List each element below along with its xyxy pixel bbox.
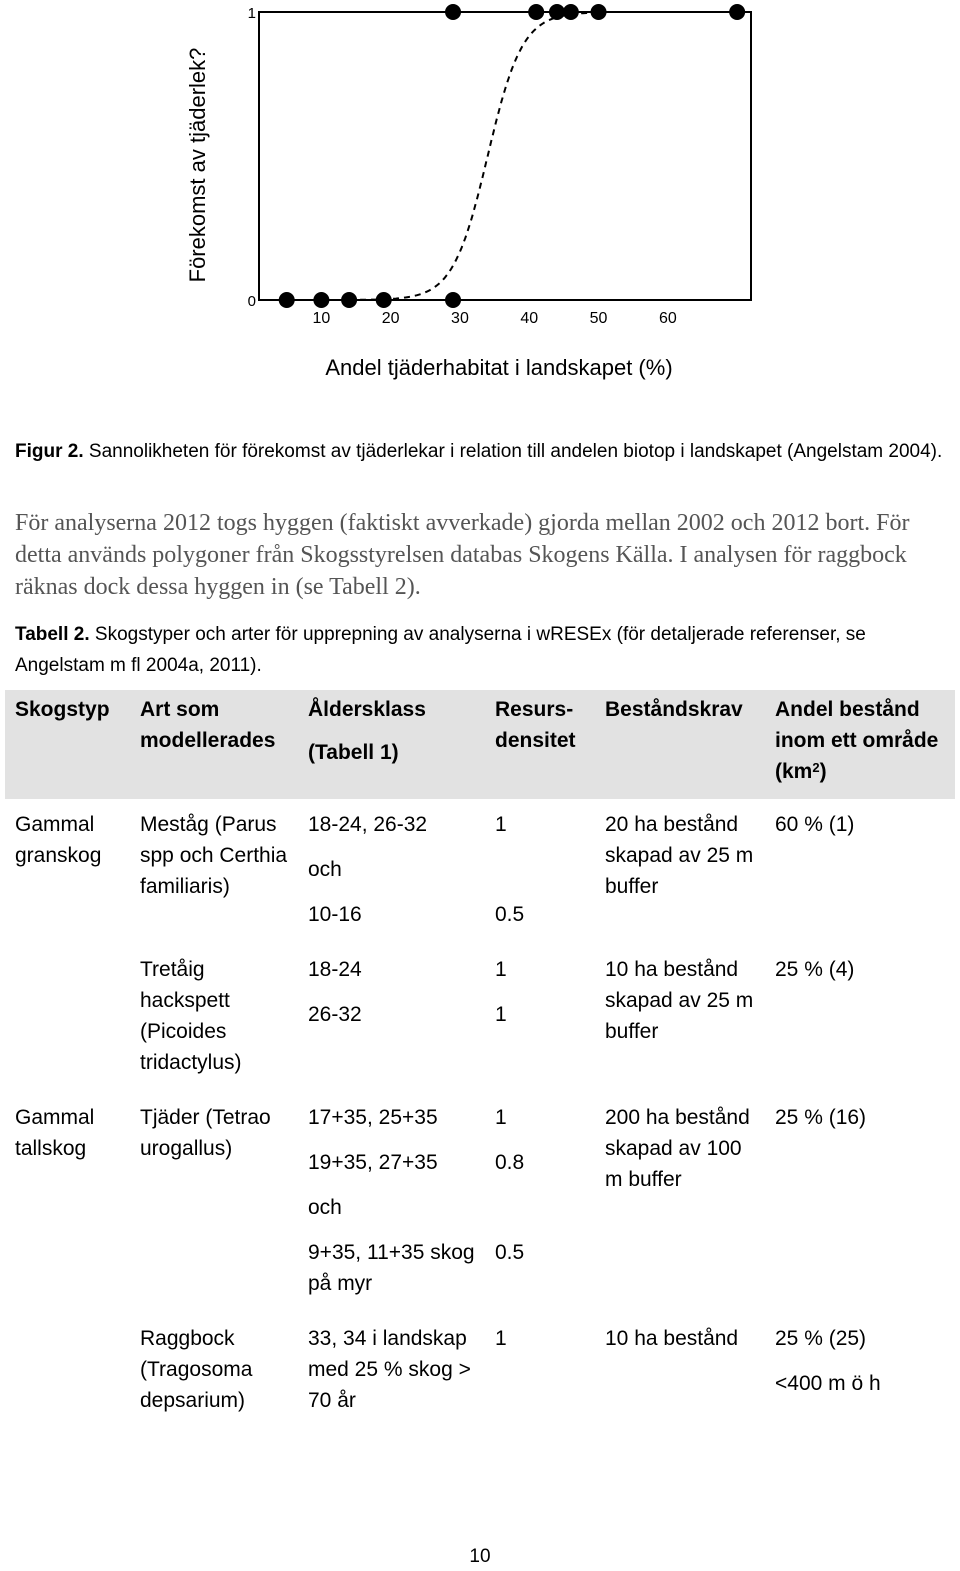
cell-resurs: 1 (495, 1327, 507, 1350)
table-caption (15, 619, 945, 681)
cell-resurs (485, 1092, 595, 1313)
y-tick-label: 0 (247, 293, 256, 310)
header-andel-end: ) (819, 760, 827, 783)
cell-alder (298, 944, 485, 1092)
resurs-line: 1 (495, 958, 507, 981)
x-tick-label: 10 (312, 310, 331, 327)
body-paragraph-text: För analyserna 2012 togs hyggen (faktiskt avverkade) gjorda mellan 2002 och 2012 bort. För detta används polygoner från Skogsstyrelsen databas Skogens Källa. I analysen för raggbock räknas dock dessa hyggen in (se Tabell 2). (15, 510, 910, 600)
plot-frame (259, 12, 751, 300)
table-row (5, 1092, 955, 1313)
cell-krav: 20 ha bestånd skapad av 25 m buffer (605, 813, 754, 898)
header-alder-line2: (Tabell 1) (308, 741, 399, 764)
data-point (729, 4, 745, 20)
table-header-row (5, 690, 955, 799)
resurs-line: 1 (495, 1106, 507, 1129)
species-table (5, 690, 955, 1430)
table-row (5, 944, 955, 1092)
table-caption-text: Skogstyper och arter för upprepning av analyserna i wRESEx (för detaljerade referenser, se Angelstam m fl 2004a, 2011). (15, 624, 866, 676)
header-alder (298, 690, 485, 799)
x-tick-label: 30 (451, 310, 469, 327)
alder-line: 17+35, 25+35 (308, 1106, 438, 1129)
cell-krav: 200 ha bestånd skapad av 100 m buffer (605, 1106, 750, 1191)
cell-resurs (485, 944, 595, 1092)
y-tick-labels (248, 5, 256, 310)
x-tick-label: 50 (589, 310, 608, 327)
alder-line: 18-24 (308, 958, 362, 981)
alder-line: 18-24, 26-32 (308, 813, 428, 836)
header-alder-line1: Åldersklass (308, 698, 426, 721)
header-andel (765, 690, 955, 799)
alder-line: och (308, 1196, 342, 1219)
cell-skogstyp (5, 1313, 130, 1430)
header-andel-sup: 2 (812, 760, 820, 775)
alder-line: och (308, 858, 342, 881)
cell-art: Tjäder (Tetrao urogallus) (140, 1106, 271, 1160)
cell-andel: 25 % (4) (775, 958, 855, 981)
data-point (376, 292, 392, 308)
x-tick-label: 60 (658, 310, 677, 327)
table-row (5, 799, 955, 944)
resurs-line: 1 (495, 813, 507, 836)
andel-line: 25 % (25) (775, 1327, 867, 1350)
figure-caption-text: Sannolikheten för förekomst av tjäderlekar i relation till andelen biotop i landskapet (Angelstam 2004). (83, 441, 943, 462)
x-tick-label: 40 (520, 310, 539, 327)
andel-line: <400 m ö h (775, 1372, 881, 1395)
presence-chart (0, 0, 960, 400)
cell-alder (298, 799, 485, 944)
data-point (445, 292, 461, 308)
y-axis-label: Förekomst av tjäderlek? (185, 47, 210, 283)
table-row (5, 1313, 955, 1430)
figure-caption-label: Figur 2. (15, 441, 84, 462)
cell-resurs (485, 799, 595, 944)
x-tick-labels (312, 310, 676, 327)
cell-art: Meståg (Parus spp och Certhia familiaris) (140, 813, 288, 898)
table-caption-label: Tabell 2. (15, 624, 90, 645)
cell-alder: 33, 34 i landskap med 25 % skog > 70 år (308, 1327, 471, 1412)
header-art: Art som modellerades (130, 690, 298, 799)
resurs-line: 0.8 (495, 1151, 525, 1174)
cell-andel: 60 % (1) (775, 813, 855, 836)
chart-axes (259, 12, 751, 300)
x-tick-label: 20 (381, 310, 400, 327)
data-point (341, 292, 357, 308)
resurs-line: 0.5 (495, 903, 525, 926)
alder-line: 26-32 (308, 1003, 362, 1026)
figure-caption (15, 436, 945, 467)
resurs-line: 1 (495, 1003, 507, 1026)
alder-line: 10-16 (308, 903, 362, 926)
data-point (528, 4, 544, 20)
x-axis-label: Andel tjäderhabitat i landskapet (%) (325, 355, 673, 380)
header-skogstyp: Skogstyp (5, 690, 130, 799)
header-resurs: Resurs-densitet (485, 690, 595, 799)
cell-andel (765, 1313, 955, 1430)
cell-alder (298, 1092, 485, 1313)
data-point (445, 4, 461, 20)
body-paragraph (15, 507, 945, 603)
cell-andel: 25 % (16) (775, 1106, 867, 1129)
logistic-curve (349, 13, 598, 300)
data-point (563, 4, 579, 20)
resurs-line: 0.5 (495, 1241, 525, 1264)
data-point (549, 4, 565, 20)
header-krav: Beståndskrav (595, 690, 765, 799)
cell-skogstyp (5, 944, 130, 1092)
data-point (313, 292, 329, 308)
alder-line: 19+35, 27+35 (308, 1151, 438, 1174)
cell-skogstyp: Gammal tallskog (15, 1106, 95, 1160)
header-andel-text: Andel bestånd inom ett område (km (775, 698, 939, 783)
cell-art: Tretåig hackspett (Picoides tridactylus) (140, 958, 242, 1074)
cell-krav: 10 ha bestånd skapad av 25 m buffer (605, 958, 754, 1043)
cell-skogstyp: Gammal granskog (15, 813, 102, 867)
data-point (591, 4, 607, 20)
y-tick-label: 1 (247, 5, 256, 22)
data-point (279, 292, 295, 308)
data-points (279, 4, 745, 308)
cell-krav: 10 ha bestånd (605, 1327, 739, 1350)
alder-line: 9+35, 11+35 skog på myr (308, 1241, 475, 1295)
page-number: 10 (469, 1546, 491, 1567)
cell-art: Raggbock (Tragosoma depsarium) (140, 1327, 253, 1412)
